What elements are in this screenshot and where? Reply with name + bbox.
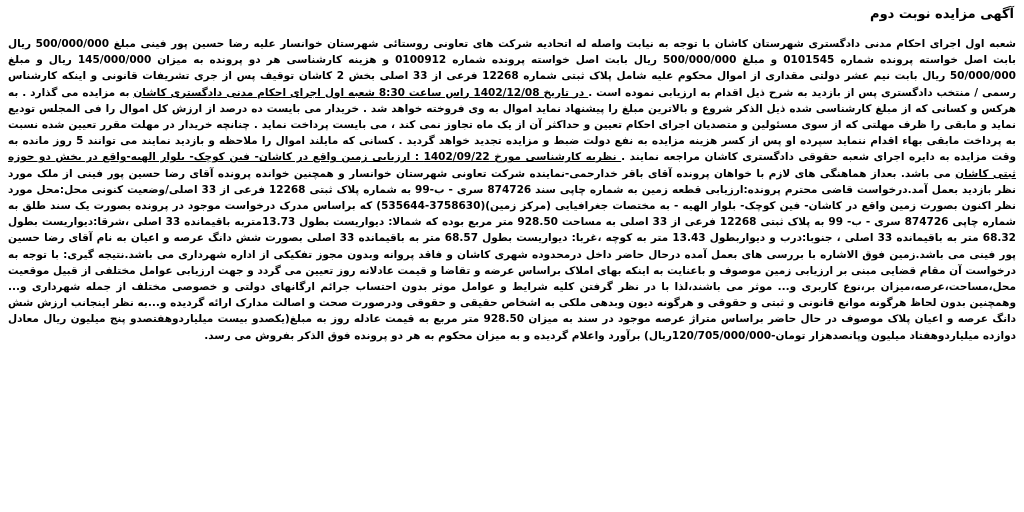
auction-date-time: در تاریخ 1402/12/08 راس ساعت 8:30 شعبه اول اجرای احکام مدنی دادگستری کاشان bbox=[133, 86, 589, 99]
notice-intro: شعبه اول اجرای احکام مدنی دادگستری شهرستان کاشان با توجه به نیابت واصله له اتحادیه شرکت های تعاونی روستائی شهرستان خوانسار علیه رضا حسین پور فینی مبلغ 500/000/000 ریال بابت اصل خواسته پرونده شماره 0101545 و مبلغ 500/000/000 ریال بابت اصل خواسته پرونده شماره 0100912 و هزینه کارشناسی هر دو پرونده به میزان 145/000/000 ریال و مبلغ 50/000/000 ریال بابت نیم عشر دولتی مقداری از اموال محکوم علیه شامل پلاک ثبتی شماره 12268 فرعی از 33 اصلی بخش 2 کاشان توقیف پس از جری تشریفات قانونی و اینکه کارشناس رسمی / منتخب دادگستری پس از بازدید به شرح ذیل اقدام به ارزیابی نموده است . bbox=[8, 38, 1016, 99]
expert-opinion-text: می باشد. بعداز هماهنگی های لازم با خواهان پرونده آقای باقر خدارحمی-نماینده شرکت تعاونی شهرستان خوانسار و همچنین خوانده پرونده آقای رضا حسین پور فینی از ملک مورد نظر بازدید بعمل آمد.درخواست قاضی محترم پرونده:ارزیابی قطعه زمین به شماره چاپی سند 874726 سری - ب-99 به شماره پلاک ثبتی 12268 فرعی از 33 اصلی/وضعیت کنونی محل:محل مورد نظر اکنون بصورت زمین واقع در کاشان- فین کوچک- بلوار الهیه - به مختصات جغرافیایی (مرکز زمین)(3758630-535644) که براساس مدرک درخواست موجود در پرونده بصورت یک سند طلق به شماره چاپی 874726 سری - ب- 99 به پلاک ثبتی 12268 فرعی از 33 اصلی به مساحت 928.50 متر مربع بوده که شمالا: دیواریست بطول 13.73متربه باقیمانده 33 اصلی ،شرقا:دیواریست بطول 68.32 متر به باقیمانده 33 اصلی ، جنوبا:درب و دیواربطول 13.43 متر به کوچه ،غربا: دیواریست بطول 68.57 متر به باقیمانده 33 اصلی بصورت شش دانگ عرصه و اعیان به نام آقای رضا حسین پور فینی می باشد.زمین فوق الاشاره با بررسی های بعمل آمده درحال حاضر داخل درمحدوده شهری کاشان و فاقد پروانه وبدون مجوز تفکیکی از اداره شهرداری می باشد.نتیجه گیری: با توجه به درخواست آن مقام قضایی مبنی بر ارزیابی زمین موصوف و باعنایت به اینکه بهای املاک براساس عرضه و تقاضا و قیمت عادلانه روز تعیین می گردد و جهت ارزیابی عوامل مختلفی از قبیل موقعیت محل،مساحت،عرصه،میزان بر،نوع کاربری و... موثر می باشند،لذا با در نظر گرفتن کلیه شرایط و عوامل موثر بدون احتساب جرائم ارگانهای دولتی و خصوصی مختلف از جمله شهرداری و... وهمچنین بدون لحاظ هرگونه موانع قانونی و ثبتی و حقوقی و هرگونه دیون وبدهی ملکی به اشخاص حقیقی و حقوقی ودرصورت صحت و اصالت مدارک ارائه گردیده و...به نظر اینجانب ارزش شش دانگ عرصه و اعیان پلاک موصوف در حال حاضر براساس متراژ عرصه موجود در سند به میزان 928.50 متر مربع به قیمت عادله روز به مبلغ(یکصدو بیست میلیاردوهفتصدو پنج میلیون ریال معادل دوازده میلیاردوهفتاد میلیون وپانصدهزار تومان-120/705/000/000ریال) برآورد واعلام گردیده و به میزان محکوم به هر دو پرونده فوق الذکر بفروش می رسد. bbox=[8, 167, 1016, 342]
auction-terms: به مزایده می گذارد . به هرکس و کسانی که از مبلغ کارشناسی شده ذیل الذکر شروع و بالاترین مبلغ را پیشنهاد نماید اموال به وی فروخته خواهد شد . خریدار می بایست ده درصد از ارزش کل اموال را فی المجلس تودیع نماید و مابقی را ظرف مهلتی که از سوی مسئولین و متصدیان اجرای احکام تعیین و حداکثر آن از یک ماه تجاوز نمی کند ، می بایست پرداخت نماید . چنانچه خریدار در مهلت مقرر تعیین شده نسبت به پرداخت مابقی بهاء اقدام ننماید سپرده او پس از کسر هزینه مزایده به نفع دولت ضبط و مزایده تجدید خواهد گردید . کسانی که مایلند اموال را ملاحظه و بازدید نمایند می توانند 5 روز مانده به وقت مزایده به دایره اجرای شعبه حقوقی دادگستری کاشان مراجعه نمایند . bbox=[8, 86, 1017, 164]
notice-title: آگهی مزایده نوبت دوم bbox=[870, 7, 1014, 22]
expert-opinion-heading: نظریه کارشناسی مورخ 1402/09/22 : ارزیابی زمین واقع در کاشان- فین کوچک- بلوار الهیه-واقع در بخش دو حوزه ثبتی کاشان bbox=[8, 151, 1016, 180]
notice-body bbox=[8, 36, 1016, 344]
